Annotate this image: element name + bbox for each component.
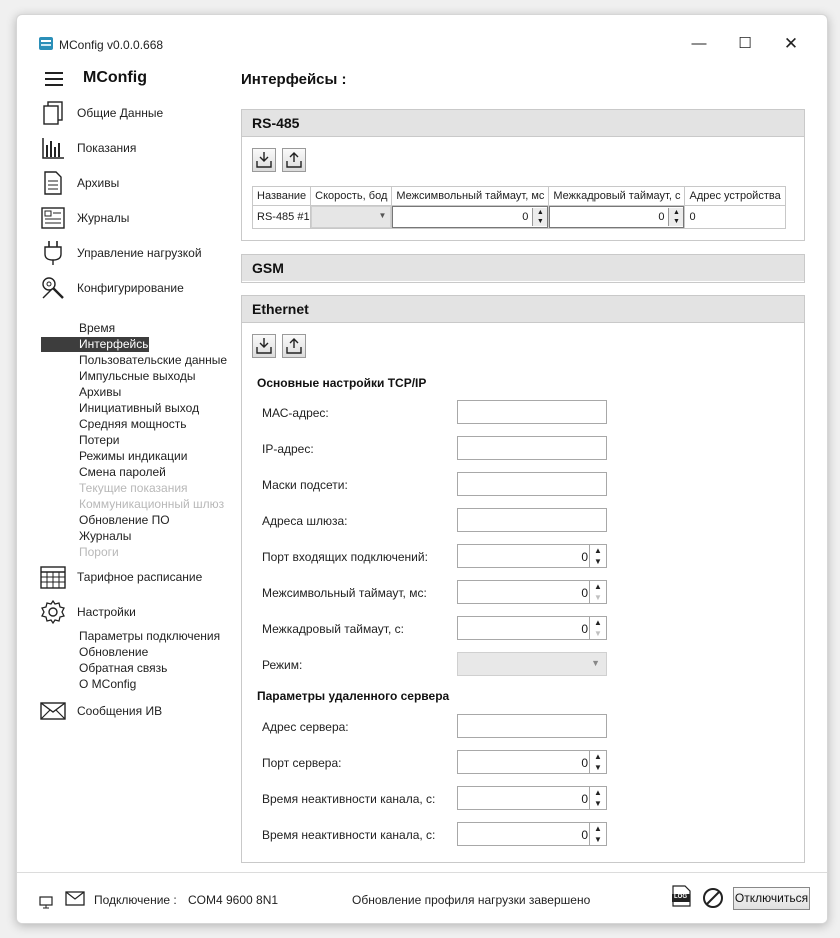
channel-inactivity-value: 0 bbox=[581, 792, 588, 806]
hamburger-menu-icon[interactable] bbox=[45, 72, 63, 90]
config-sub-archives[interactable]: Архивы bbox=[79, 385, 122, 399]
plug-icon bbox=[39, 239, 67, 267]
ip-label: IP-адрес: bbox=[262, 442, 314, 456]
config-sub-average-power[interactable]: Средняя мощность bbox=[79, 417, 187, 431]
column-header[interactable]: Название bbox=[253, 187, 311, 206]
log-icon[interactable] bbox=[671, 885, 691, 907]
download-icon bbox=[255, 151, 273, 169]
sidebar-item-label: Настройки bbox=[77, 605, 136, 619]
sidebar-item-journals[interactable] bbox=[39, 204, 129, 232]
write-button[interactable] bbox=[282, 148, 306, 172]
sidebar-item-label: Журналы bbox=[77, 211, 130, 225]
app-window bbox=[16, 14, 828, 924]
sidebar bbox=[17, 67, 237, 873]
chevron-down-icon: ▼ bbox=[591, 658, 600, 668]
sidebar-item-label: Показания bbox=[77, 141, 137, 155]
rs485-name-cell bbox=[253, 206, 311, 229]
spin-up-icon[interactable]: ▲ bbox=[594, 752, 602, 761]
document-copy-icon bbox=[39, 99, 67, 127]
spin-down-icon[interactable]: ▼ bbox=[669, 217, 683, 226]
spin-up-icon[interactable]: ▲ bbox=[594, 824, 602, 833]
config-sub-display-modes[interactable]: Режимы индикации bbox=[79, 449, 188, 463]
log-icon-text: LOG bbox=[674, 894, 687, 900]
sidebar-item-iv-messages[interactable] bbox=[39, 697, 162, 725]
sidebar-item-label: Архивы bbox=[77, 176, 120, 190]
incoming-port-value: 0 bbox=[581, 550, 588, 564]
server-port-stepper[interactable] bbox=[457, 750, 607, 774]
spin-up-icon[interactable]: ▲ bbox=[594, 582, 602, 591]
channel-inactivity-label-2: Время неактивности канала, с: bbox=[262, 828, 436, 842]
upload-icon bbox=[285, 337, 303, 355]
config-sub-initiative-output[interactable]: Инициативный выход bbox=[79, 401, 200, 415]
spin-up-icon[interactable]: ▲ bbox=[594, 546, 602, 555]
spin-up-icon[interactable]: ▲ bbox=[533, 208, 547, 217]
eth-inter-symbol-value: 0 bbox=[581, 586, 588, 600]
settings-sub-update[interactable]: Обновление bbox=[79, 645, 149, 659]
connection-value: COM4 9600 8N1 bbox=[188, 893, 279, 907]
spin-down-icon[interactable]: ▼ bbox=[594, 799, 602, 808]
gateway-label: Адреса шлюза: bbox=[262, 514, 348, 528]
server-heading: Параметры удаленного сервера bbox=[257, 689, 450, 703]
spin-down-icon: ▼ bbox=[594, 629, 602, 638]
eth-inter-symbol-label: Межсимвольный таймаут, мс: bbox=[262, 586, 427, 600]
sidebar-item-load-control[interactable] bbox=[39, 239, 202, 267]
app-brand: MConfig bbox=[83, 69, 147, 86]
settings-sub-feedback[interactable]: Обратная связь bbox=[79, 661, 168, 675]
config-sub-thresholds: Пороги bbox=[79, 545, 119, 559]
eth-inter-frame-label: Межкадровый таймаут, с: bbox=[262, 622, 404, 636]
subnet-label: Маски подсети: bbox=[262, 478, 348, 492]
server-port-value: 0 bbox=[581, 756, 588, 770]
spin-up-icon[interactable]: ▲ bbox=[594, 618, 602, 627]
config-sub-losses[interactable]: Потери bbox=[79, 433, 120, 447]
upload-icon bbox=[285, 151, 303, 169]
tools-icon bbox=[39, 274, 67, 302]
sidebar-item-label: Управление нагрузкой bbox=[77, 246, 202, 260]
status-bar bbox=[17, 872, 827, 923]
table-header-row bbox=[253, 187, 786, 206]
server-address-input[interactable] bbox=[457, 714, 607, 738]
read-button[interactable] bbox=[252, 334, 276, 358]
gsm-section bbox=[241, 254, 805, 283]
mac-label: МАС-адрес: bbox=[262, 406, 329, 420]
envelope-icon bbox=[39, 697, 67, 725]
tcp-ip-heading: Основные настройки TCP/IP bbox=[257, 376, 427, 390]
inter-symbol-stepper[interactable] bbox=[392, 206, 548, 228]
computer-icon bbox=[39, 895, 53, 909]
column-header[interactable]: Межсимвольный таймаут, мс bbox=[392, 187, 549, 206]
config-sub-firmware-update[interactable]: Обновление ПО bbox=[79, 513, 170, 527]
write-button[interactable] bbox=[282, 334, 306, 358]
spin-up-icon[interactable]: ▲ bbox=[669, 208, 683, 217]
download-icon bbox=[255, 337, 273, 355]
rs485-header[interactable]: RS-485 bbox=[242, 110, 804, 137]
inter-frame-stepper[interactable] bbox=[549, 206, 684, 228]
config-sub-comm-gateway: Коммуникационный шлюз bbox=[79, 497, 225, 511]
sidebar-item-archives[interactable] bbox=[39, 169, 119, 197]
mode-label: Режим: bbox=[262, 658, 303, 672]
config-sub-password-change[interactable]: Смена паролей bbox=[79, 465, 166, 479]
connection-label: Подключение : bbox=[94, 893, 177, 907]
journal-icon bbox=[39, 204, 67, 232]
server-port-label: Порт сервера: bbox=[262, 756, 342, 770]
chevron-down-icon: ▼ bbox=[378, 211, 387, 220]
eth-inter-symbol-stepper[interactable] bbox=[457, 580, 607, 604]
channel-inactivity-label: Время неактивности канала, с: bbox=[262, 792, 436, 806]
rs485-inter-frame-cell[interactable] bbox=[549, 206, 685, 229]
config-sub-current-readings: Текущие показания bbox=[79, 481, 188, 495]
mac-input[interactable] bbox=[457, 400, 607, 424]
incoming-port-label: Порт входящих подключений: bbox=[262, 550, 428, 564]
sidebar-item-configuration[interactable] bbox=[39, 274, 184, 302]
spin-down-icon[interactable]: ▼ bbox=[594, 835, 602, 844]
subnet-input[interactable] bbox=[457, 472, 607, 496]
eth-inter-frame-value: 0 bbox=[581, 622, 588, 636]
channel-inactivity-value-2: 0 bbox=[581, 828, 588, 842]
sidebar-item-settings[interactable] bbox=[39, 598, 136, 626]
status-message: Обновление профиля нагрузки завершено bbox=[352, 893, 591, 907]
read-button[interactable] bbox=[252, 148, 276, 172]
ip-input[interactable] bbox=[457, 436, 607, 460]
rs485-section bbox=[241, 109, 805, 241]
channel-inactivity-stepper[interactable] bbox=[457, 786, 607, 810]
sidebar-item-tariff-schedule[interactable] bbox=[39, 563, 202, 591]
sidebar-item-label: Сообщения ИВ bbox=[77, 704, 163, 718]
cancel-icon[interactable] bbox=[702, 887, 724, 909]
sidebar-item-label: Конфигурирование bbox=[77, 281, 184, 295]
rs485-speed-cell[interactable] bbox=[311, 206, 392, 229]
spin-up-icon[interactable]: ▲ bbox=[594, 788, 602, 797]
calendar-icon bbox=[39, 563, 67, 591]
ethernet-section bbox=[241, 295, 805, 863]
column-header[interactable]: Скорость, бод bbox=[311, 187, 392, 206]
title-bar bbox=[17, 15, 827, 53]
rs485-table bbox=[252, 186, 786, 229]
app-logo-icon bbox=[39, 37, 53, 50]
config-sub-time[interactable]: Время bbox=[79, 321, 116, 335]
inter-frame-value: 0 bbox=[658, 211, 665, 223]
disconnect-button[interactable]: Отключиться bbox=[733, 887, 810, 910]
rs485-name-value: RS-485 #1 bbox=[257, 211, 310, 223]
eth-inter-frame-stepper[interactable] bbox=[457, 616, 607, 640]
sidebar-item-label: Общие Данные bbox=[77, 106, 164, 120]
rs485-inter-symbol-cell[interactable] bbox=[392, 206, 549, 229]
config-sub-interfaces[interactable]: Интерфейсы bbox=[41, 337, 149, 352]
gateway-input[interactable] bbox=[457, 508, 607, 532]
rs485-address-cell[interactable] bbox=[685, 206, 785, 229]
sidebar-item-readings[interactable] bbox=[39, 134, 136, 162]
settings-sub-connection-params[interactable]: Параметры подключения bbox=[79, 629, 221, 643]
inter-symbol-value: 0 bbox=[522, 211, 529, 223]
minimize-button[interactable]: — bbox=[691, 35, 707, 52]
envelope-icon[interactable] bbox=[65, 891, 85, 906]
close-button[interactable]: ✕ bbox=[783, 34, 799, 53]
table-row bbox=[253, 206, 786, 229]
gsm-header[interactable]: GSM bbox=[242, 255, 804, 281]
window-title: MConfig v0.0.0.668 bbox=[59, 38, 164, 52]
incoming-port-stepper[interactable] bbox=[457, 544, 607, 568]
page-title: Интерфейсы : bbox=[241, 71, 347, 88]
speed-combo[interactable] bbox=[311, 206, 391, 228]
sidebar-item-general-data[interactable] bbox=[39, 99, 163, 127]
address-value: 0 bbox=[689, 211, 696, 223]
column-header[interactable]: Межкадровый таймаут, с bbox=[549, 187, 685, 206]
spin-down-icon[interactable]: ▼ bbox=[533, 217, 547, 226]
server-address-label: Адрес сервера: bbox=[262, 720, 349, 734]
sidebar-item-label: Тарифное расписание bbox=[77, 570, 203, 584]
config-sub-pulse-outputs[interactable]: Импульсные выходы bbox=[79, 369, 196, 383]
bar-chart-icon bbox=[39, 134, 67, 162]
config-sub-user-data[interactable]: Пользовательские данные bbox=[79, 353, 228, 367]
spin-down-icon: ▼ bbox=[594, 593, 602, 602]
gear-icon bbox=[39, 598, 67, 626]
config-sub-journals[interactable]: Журналы bbox=[79, 529, 132, 543]
mode-select bbox=[457, 652, 607, 676]
channel-inactivity-stepper-2[interactable] bbox=[457, 822, 607, 846]
ethernet-header[interactable]: Ethernet bbox=[242, 296, 804, 323]
spin-down-icon[interactable]: ▼ bbox=[594, 763, 602, 772]
maximize-button[interactable]: ☐ bbox=[738, 35, 752, 52]
settings-sub-about[interactable]: О MConfig bbox=[79, 677, 137, 691]
document-icon bbox=[39, 169, 67, 197]
column-header[interactable]: Адрес устройства bbox=[685, 187, 785, 206]
spin-down-icon[interactable]: ▼ bbox=[594, 557, 602, 566]
